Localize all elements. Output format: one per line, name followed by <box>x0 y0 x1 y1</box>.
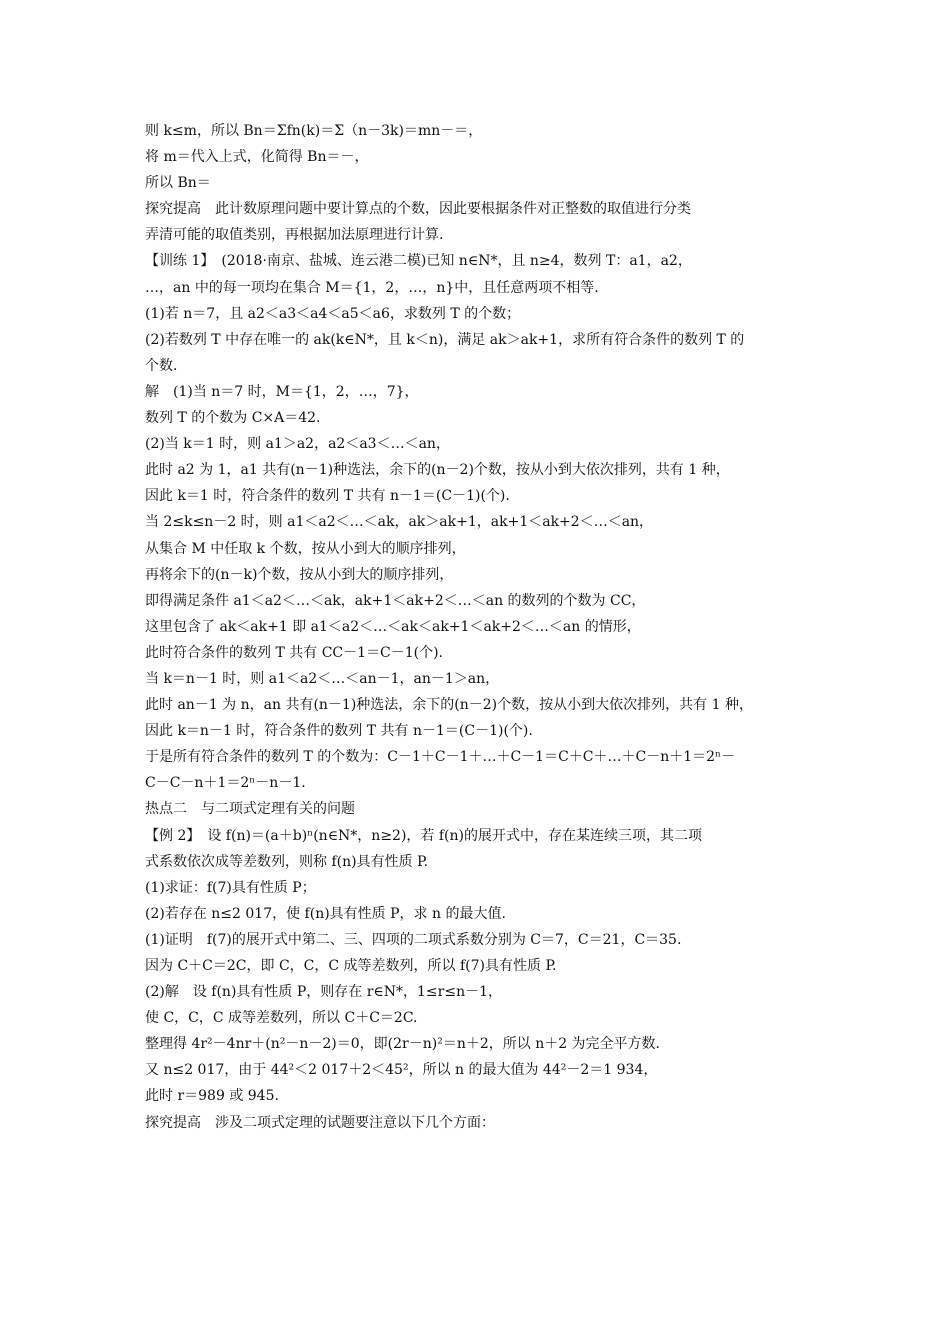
text-line: 这里包含了 ak＜ak+1 即 a1＜a2＜…＜ak＜ak+1＜ak+2＜…＜an 的情形， <box>145 618 641 635</box>
text-line: C－C－n＋1＝2ⁿ－n－1. <box>145 775 306 792</box>
text-line: 因此 k＝n－1 时，符合条件的数列 T 共有 n－1＝(C－1)(个). <box>145 723 533 740</box>
text-line: (2)若数列 T 中存在唯一的 ak(k∈N*，且 k＜n)，满足 ak＞ak+1，求所有符合条件的数列 T 的 <box>145 331 745 348</box>
text-line: (2)若存在 n≤2 017，使 f(n)具有性质 P，求 n 的最大值. <box>145 905 506 922</box>
text-line: 数列 T 的个数为 C×A＝42. <box>145 410 321 427</box>
text-line: 所以 Bn＝ <box>145 175 211 192</box>
text-line: 因为 C＋C＝2C，即 C，C，C 成等差数列，所以 f(7)具有性质 P. <box>145 958 557 974</box>
text-line: 又 n≤2 017，由于 44²＜2 017＋2＜45²，所以 n 的最大值为 44²－2＝1 934， <box>145 1062 658 1079</box>
text-line: 此时符合条件的数列 T 共有 CC－1＝C－1(个). <box>145 644 444 661</box>
text-line: 从集合 M 中任取 k 个数，按从小到大的顺序排列， <box>145 540 466 557</box>
text-line: …，an 中的每一项均在集合 M＝{1，2，…，n}中，且任意两项不相等. <box>145 279 599 296</box>
text-line: (1)若 n＝7，且 a2＜a3＜a4＜a5＜a6，求数列 T 的个数； <box>145 305 521 322</box>
text-line: 解 (1)当 n＝7 时，M＝{1，2，…，7}， <box>145 383 419 400</box>
text-line: 此时 a2 为 1，a1 共有(n－1)种选法，余下的(n－2)个数，按从小到大依次排列，共有 1 种， <box>145 462 730 479</box>
text-line: 当 k＝n－1 时，则 a1＜a2＜…＜an－1，an－1＞an， <box>145 670 500 687</box>
text-line: (1)求证：f(7)具有性质 P； <box>145 879 316 896</box>
text-line: 当 2≤k≤n－2 时，则 a1＜a2＜…＜ak，ak＞ak+1，ak+1＜ak+2＜…＜an， <box>145 514 654 531</box>
text-line: (1)证明 f(7)的展开式中第二、三、四项的二项式系数分别为 C＝7，C＝21，C＝35. <box>145 931 682 948</box>
text-line: 热点二 与二项式定理有关的问题 <box>145 801 355 818</box>
text-line: (2)当 k＝1 时，则 a1＞a2，a2＜a3＜…＜an， <box>145 436 450 453</box>
text-line: 探究提高 此计数原理问题中要计算点的个数，因此要根据条件对正整数的取值进行分类 <box>145 201 691 218</box>
text-line: 将 m＝代入上式，化简得 Bn＝－， <box>145 149 369 166</box>
text-line: 则 k≤m，所以 Bn＝Σfn(k)＝Σ（n－3k)＝mn－＝， <box>145 123 483 139</box>
document-body <box>145 118 825 1136</box>
text-line: 【例 2】 设 f(n)＝(a＋b)ⁿ(n∈N*，n≥2)，若 f(n)的展开式中，存在某连续三项，其二项 <box>145 827 702 844</box>
text-line: 此时 r＝989 或 945. <box>145 1088 279 1105</box>
text-line: 整理得 4r²－4nr＋(n²－n－2)＝0，即(2r－n)²＝n＋2，所以 n＋2 为完全平方数. <box>145 1036 661 1053</box>
text-line: 弄清可能的取值类别，再根据加法原理进行计算. <box>145 227 444 244</box>
text-line: 此时 an－1 为 n，an 共有(n－1)种选法，余下的(n－2)个数，按从小到大依次排列，共有 1 种， <box>145 697 753 714</box>
text-line: 个数. <box>145 357 178 374</box>
text-line: 【训练 1】 (2018·南京、盐城、连云港二模)已知 n∈N*，且 n≥4，数列 T：a1，a2， <box>145 253 692 270</box>
text-line: (2)解 设 f(n)具有性质 P，则存在 r∈N*，1≤r≤n－1， <box>145 984 503 1001</box>
text-line: 再将余下的(n－k)个数，按从小到大的顺序排列， <box>145 566 454 583</box>
text-line: 即得满足条件 a1＜a2＜…＜ak，ak+1＜ak+2＜…＜an 的数列的个数为 CC， <box>145 592 646 609</box>
text-line: 于是所有符合条件的数列 T 的个数为：C－1＋C－1＋…＋C－1＝C＋C＋…＋C－n＋1＝2ⁿ－ <box>145 749 736 766</box>
text-line: 因此 k＝1 时，符合条件的数列 T 共有 n－1＝(C－1)(个). <box>145 488 510 505</box>
text-line: 使 C，C，C 成等差数列，所以 C＋C＝2C. <box>145 1010 418 1027</box>
text-line: 式系数依次成等差数列，则称 f(n)具有性质 P. <box>145 853 429 870</box>
text-line: 探究提高 涉及二项式定理的试题要注意以下几个方面： <box>145 1114 495 1131</box>
